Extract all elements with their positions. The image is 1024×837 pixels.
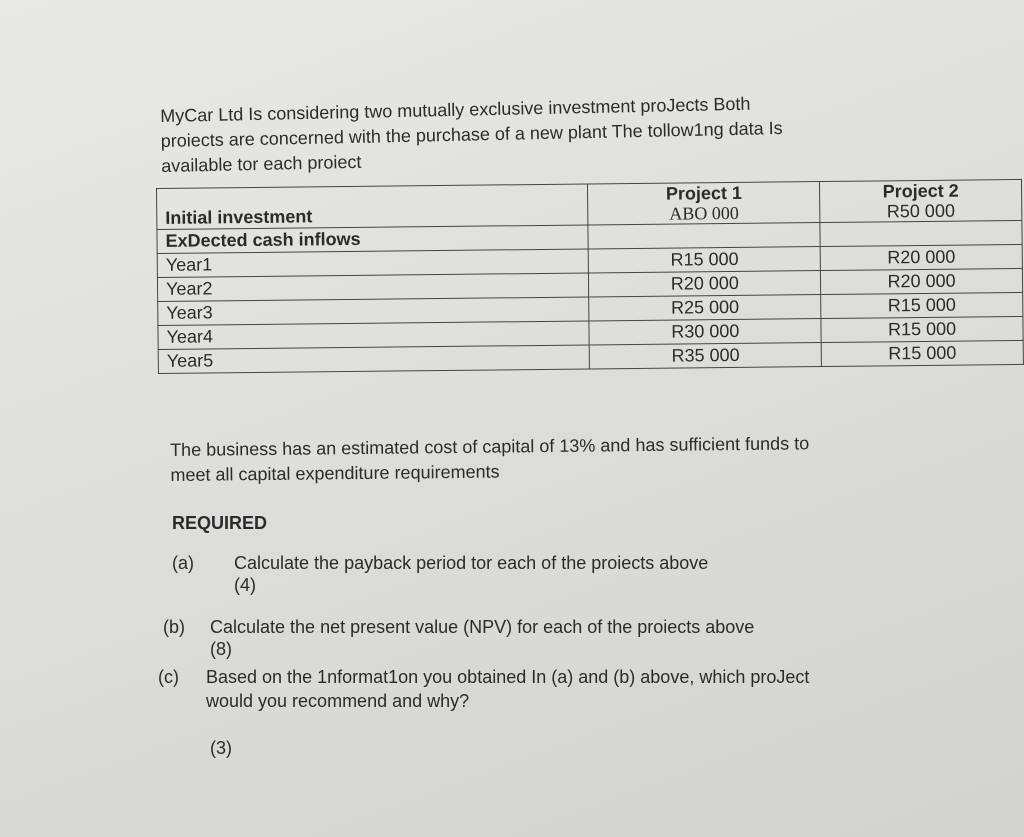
question-c-marks: (3) — [210, 738, 232, 758]
question-text: Based on the 1nformat1on you obtained In (a) and (b) above, which proJect — [206, 667, 810, 687]
year-label: Year1 — [157, 249, 589, 278]
year-label: Year2 — [157, 273, 589, 302]
paragraph-line-2: meet all capital expenditure requirements — [170, 461, 500, 485]
project-1-value: R15 000 — [589, 247, 821, 273]
project-2-initial: R50 000 — [886, 200, 956, 222]
project-1-initial: ABO 000 — [669, 202, 739, 224]
empty-cell — [820, 220, 1022, 246]
project-1-value: R35 000 — [590, 343, 822, 369]
question-letter: (c) — [158, 667, 179, 687]
empty-cell — [588, 223, 820, 249]
project-2-value: R20 000 — [821, 268, 1023, 294]
year-label: Year3 — [158, 297, 590, 326]
question-text: Calculate the payback period tor each of the proiects above — [234, 553, 709, 573]
expected-cash-inflows-label: ExDected cash inflows — [157, 225, 589, 254]
question-marks: (8) — [210, 639, 232, 659]
question-letter: (b) — [163, 617, 185, 637]
year-label: Year5 — [158, 345, 590, 374]
project-2-value: R15 000 — [821, 316, 1023, 342]
intro-line-3: available tor each proiect — [161, 151, 362, 176]
cost-of-capital-paragraph — [170, 430, 930, 488]
project-2-value: R15 000 — [821, 292, 1023, 318]
project-2-value: R20 000 — [820, 244, 1022, 270]
paragraph-line-1: The business has an estimated cost of capital of 13% and has sufficient funds to — [170, 433, 810, 460]
project-1-value: R25 000 — [589, 295, 821, 321]
project-1-header: Project 1 — [665, 182, 743, 204]
project-2-header-cell — [820, 179, 1022, 222]
project-1-value: R20 000 — [589, 271, 821, 297]
question-text: Calculate the net present value (NPV) for each of the proiects above — [210, 617, 755, 637]
intro-line-2: proiects are concerned with the purchase of a new plant The tollow1ng data Is — [160, 117, 783, 151]
project-2-value: R15 000 — [821, 340, 1023, 366]
question-text-continued: would you recommend and why? — [206, 691, 470, 711]
investment-table — [156, 179, 1024, 374]
required-heading: REQUIRED — [172, 513, 268, 533]
project-1-value: R30 000 — [589, 319, 821, 345]
question-letter: (a) — [172, 553, 194, 573]
initial-investment-label: Initial investment — [157, 184, 589, 230]
project-2-header: Project 2 — [882, 180, 959, 202]
question-marks: (4) — [234, 575, 256, 595]
year-label: Year4 — [158, 321, 590, 350]
intro-line-1: MyCar Ltd Is considering two mutually exclusive investment proJects Both — [160, 93, 751, 126]
intro-paragraph — [160, 88, 921, 179]
project-1-header-cell — [588, 182, 820, 225]
